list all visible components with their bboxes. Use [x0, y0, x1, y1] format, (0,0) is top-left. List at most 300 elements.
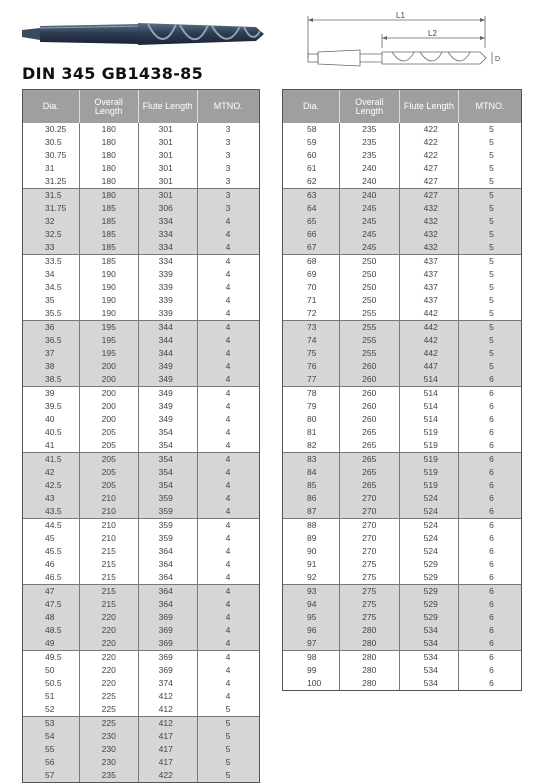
cell-mtno: 4 [225, 467, 231, 477]
table-row [283, 294, 521, 307]
cell-flute-length: 339 [139, 307, 198, 320]
cell-mtno: 4 [225, 586, 231, 596]
cell-flute-length: 534 [400, 624, 460, 637]
table-row [23, 281, 259, 294]
cell-flute-length: 344 [139, 347, 198, 360]
cell-dia: 81 [283, 426, 340, 439]
cell-flute-length: 301 [139, 123, 198, 136]
table-row [23, 677, 259, 690]
cell-flute-length: 437 [400, 255, 460, 268]
cell-dia: 40.5 [23, 426, 80, 439]
cell-overall-length: 205 [80, 453, 139, 466]
table-row [23, 611, 259, 624]
cell-dia: 63 [283, 189, 340, 202]
cell-flute-length: 417 [139, 730, 198, 743]
table-row [283, 347, 521, 360]
cell-flute-length: 524 [400, 532, 460, 545]
cell-mtno: 6 [489, 572, 494, 582]
table-row [23, 162, 259, 175]
table-row [283, 281, 521, 294]
cell-mtno: 4 [225, 520, 231, 530]
table-row [283, 598, 521, 611]
cell-dia: 97 [283, 637, 340, 650]
l2-label: L2 [428, 29, 437, 38]
cell-dia: 44.5 [23, 519, 80, 532]
cell-overall-length: 235 [340, 136, 400, 149]
cell-flute-length: 359 [139, 532, 198, 545]
cell-overall-length: 180 [80, 162, 139, 175]
cell-flute-length: 344 [139, 321, 198, 334]
cell-overall-length: 235 [340, 123, 400, 136]
cell-overall-length: 265 [340, 426, 400, 439]
cell-dia: 33.5 [23, 255, 80, 268]
cell-overall-length: 240 [340, 162, 400, 175]
cell-mtno: 6 [489, 599, 494, 609]
cell-mtno: 6 [489, 586, 494, 596]
cell-overall-length: 245 [340, 228, 400, 241]
cell-mtno: 4 [225, 533, 231, 543]
cell-overall-length: 200 [80, 387, 139, 400]
cell-mtno: 6 [489, 506, 494, 516]
table-row [283, 413, 521, 426]
cell-dia: 70 [283, 281, 340, 294]
cell-mtno: 4 [225, 335, 231, 345]
table-row [283, 400, 521, 413]
table-row [283, 307, 521, 320]
cell-flute-length: 442 [400, 347, 460, 360]
table-row [23, 426, 259, 439]
cell-overall-length: 185 [80, 255, 139, 268]
cell-mtno: 4 [225, 678, 231, 688]
table-row [283, 215, 521, 228]
cell-mtno: 6 [489, 520, 494, 530]
cell-flute-length: 369 [139, 651, 198, 664]
table-row [23, 136, 259, 149]
cell-flute-length: 349 [139, 360, 198, 373]
cell-mtno: 4 [225, 414, 231, 424]
table-row [283, 532, 521, 545]
cell-dia: 36.5 [23, 334, 80, 347]
cell-dia: 91 [283, 558, 340, 571]
cell-dia: 46.5 [23, 571, 80, 584]
cell-overall-length: 220 [80, 637, 139, 650]
cell-overall-length: 200 [80, 373, 139, 386]
cell-overall-length: 280 [340, 637, 400, 650]
table-row [23, 756, 259, 769]
cell-overall-length: 225 [80, 717, 139, 730]
cell-overall-length: 200 [80, 400, 139, 413]
table-row [283, 439, 521, 452]
cell-dia: 48.5 [23, 624, 80, 637]
cell-overall-length: 250 [340, 255, 400, 268]
cell-overall-length: 275 [340, 571, 400, 584]
cell-mtno: 4 [225, 308, 231, 318]
table-row [23, 571, 259, 584]
cell-overall-length: 180 [80, 189, 139, 202]
table-header [283, 90, 521, 123]
cell-dia: 54 [23, 730, 80, 743]
cell-overall-length: 190 [80, 268, 139, 281]
table-row [283, 162, 521, 175]
cell-dia: 47.5 [23, 598, 80, 611]
cell-flute-length: 412 [139, 703, 198, 716]
cell-mtno: 4 [225, 493, 231, 503]
cell-flute-length: 412 [139, 717, 198, 730]
cell-overall-length: 195 [80, 321, 139, 334]
cell-dia: 99 [283, 664, 340, 677]
cell-flute-length: 354 [139, 479, 198, 492]
table-row [283, 624, 521, 637]
cell-dia: 50.5 [23, 677, 80, 690]
cell-overall-length: 185 [80, 202, 139, 215]
cell-overall-length: 275 [340, 585, 400, 598]
table-row [283, 175, 521, 188]
header-flute-length: Flute Length [400, 90, 460, 123]
cell-flute-length: 529 [400, 585, 460, 598]
cell-dia: 31.5 [23, 189, 80, 202]
cell-dia: 83 [283, 453, 340, 466]
cell-dia: 30.75 [23, 149, 80, 162]
cell-dia: 66 [283, 228, 340, 241]
cell-mtno: 4 [225, 506, 231, 516]
cell-flute-length: 339 [139, 281, 198, 294]
cell-dia: 37 [23, 347, 80, 360]
dimension-diagram [300, 8, 505, 74]
cell-flute-length: 524 [400, 492, 460, 505]
cell-mtno: 4 [225, 612, 231, 622]
cell-flute-length: 432 [400, 228, 460, 241]
table-row [23, 532, 259, 545]
table-row [283, 373, 521, 386]
cell-flute-length: 349 [139, 400, 198, 413]
cell-flute-length: 514 [400, 413, 460, 426]
table-row [23, 452, 259, 466]
table-row [283, 254, 521, 268]
cell-dia: 90 [283, 545, 340, 558]
cell-flute-length: 427 [400, 189, 460, 202]
cell-mtno: 6 [489, 652, 494, 662]
cell-overall-length: 275 [340, 611, 400, 624]
header-overall-length: Overall Length [340, 90, 400, 123]
cell-mtno: 5 [489, 190, 494, 200]
table-body [23, 123, 259, 782]
cell-dia: 98 [283, 651, 340, 664]
cell-flute-length: 417 [139, 743, 198, 756]
cell-overall-length: 215 [80, 598, 139, 611]
cell-dia: 31.75 [23, 202, 80, 215]
table-row [283, 677, 521, 690]
cell-overall-length: 260 [340, 373, 400, 386]
table-row [283, 584, 521, 598]
table-row [23, 386, 259, 400]
cell-mtno: 5 [489, 361, 494, 371]
cell-dia: 49 [23, 637, 80, 650]
cell-mtno: 6 [489, 625, 494, 635]
table-row [23, 320, 259, 334]
cell-flute-length: 524 [400, 505, 460, 518]
cell-dia: 38.5 [23, 373, 80, 386]
cell-overall-length: 230 [80, 743, 139, 756]
cell-mtno: 5 [489, 256, 494, 266]
table-row [283, 202, 521, 215]
table-row [23, 730, 259, 743]
cell-overall-length: 210 [80, 519, 139, 532]
cell-flute-length: 529 [400, 571, 460, 584]
cell-mtno: 5 [489, 203, 494, 213]
cell-mtno: 4 [225, 572, 231, 582]
table-row [23, 334, 259, 347]
cell-overall-length: 230 [80, 756, 139, 769]
cell-overall-length: 205 [80, 439, 139, 452]
cell-dia: 85 [283, 479, 340, 492]
cell-overall-length: 190 [80, 307, 139, 320]
cell-mtno: 6 [489, 559, 494, 569]
cell-mtno: 4 [225, 348, 231, 358]
cell-overall-length: 225 [80, 703, 139, 716]
cell-overall-length: 260 [340, 413, 400, 426]
cell-dia: 60 [283, 149, 340, 162]
table-row [23, 492, 259, 505]
cell-dia: 45.5 [23, 545, 80, 558]
cell-mtno: 5 [225, 718, 231, 728]
cell-flute-length: 364 [139, 598, 198, 611]
cell-mtno: 5 [489, 176, 494, 186]
table-row [23, 716, 259, 730]
cell-dia: 82 [283, 439, 340, 452]
table-body [283, 123, 521, 690]
cell-overall-length: 245 [340, 241, 400, 254]
cell-dia: 67 [283, 241, 340, 254]
cell-mtno: 6 [489, 533, 494, 543]
table-header [23, 90, 259, 123]
cell-dia: 84 [283, 466, 340, 479]
table-row [23, 175, 259, 188]
cell-dia: 49.5 [23, 651, 80, 664]
cell-flute-length: 301 [139, 175, 198, 188]
cell-flute-length: 447 [400, 360, 460, 373]
cell-dia: 96 [283, 624, 340, 637]
cell-dia: 75 [283, 347, 340, 360]
cell-overall-length: 205 [80, 426, 139, 439]
table-row [23, 149, 259, 162]
cell-mtno: 5 [489, 308, 494, 318]
cell-flute-length: 334 [139, 241, 198, 254]
cell-flute-length: 524 [400, 519, 460, 532]
table-row [23, 743, 259, 756]
cell-overall-length: 270 [340, 519, 400, 532]
cell-dia: 76 [283, 360, 340, 373]
cell-flute-length: 359 [139, 492, 198, 505]
cell-dia: 43.5 [23, 505, 80, 518]
table-row [23, 637, 259, 650]
cell-overall-length: 245 [340, 215, 400, 228]
cell-dia: 95 [283, 611, 340, 624]
cell-flute-length: 364 [139, 558, 198, 571]
cell-mtno: 6 [489, 678, 494, 688]
cell-dia: 48 [23, 611, 80, 624]
cell-dia: 88 [283, 519, 340, 532]
cell-overall-length: 200 [80, 360, 139, 373]
d-label: D [495, 56, 501, 63]
cell-mtno: 4 [225, 665, 231, 675]
cell-flute-length: 524 [400, 545, 460, 558]
cell-overall-length: 210 [80, 532, 139, 545]
cell-flute-length: 301 [139, 162, 198, 175]
cell-dia: 31 [23, 162, 80, 175]
cell-flute-length: 529 [400, 598, 460, 611]
cell-flute-length: 437 [400, 268, 460, 281]
cell-overall-length: 280 [340, 651, 400, 664]
cell-overall-length: 280 [340, 624, 400, 637]
cell-dia: 32 [23, 215, 80, 228]
cell-flute-length: 369 [139, 664, 198, 677]
cell-overall-length: 240 [340, 175, 400, 188]
cell-mtno: 5 [489, 137, 494, 147]
cell-flute-length: 412 [139, 690, 198, 703]
cell-flute-length: 514 [400, 387, 460, 400]
cell-overall-length: 235 [80, 769, 139, 782]
cell-dia: 31.25 [23, 175, 80, 188]
cell-flute-length: 432 [400, 202, 460, 215]
cell-flute-length: 534 [400, 651, 460, 664]
cell-dia: 35 [23, 294, 80, 307]
table-row [283, 426, 521, 439]
cell-dia: 40 [23, 413, 80, 426]
table-row [283, 650, 521, 664]
cell-mtno: 4 [225, 374, 231, 384]
cell-mtno: 6 [489, 665, 494, 675]
table-row [23, 202, 259, 215]
cell-overall-length: 270 [340, 545, 400, 558]
cell-dia: 89 [283, 532, 340, 545]
cell-mtno: 4 [225, 599, 231, 609]
cell-mtno: 4 [225, 401, 231, 411]
table-row [23, 307, 259, 320]
table-row [283, 149, 521, 162]
cell-flute-length: 339 [139, 294, 198, 307]
cell-overall-length: 220 [80, 624, 139, 637]
cell-mtno: 6 [489, 414, 494, 424]
cell-mtno: 4 [225, 546, 231, 556]
cell-flute-length: 364 [139, 585, 198, 598]
cell-mtno: 4 [225, 216, 231, 226]
cell-overall-length: 215 [80, 545, 139, 558]
cell-dia: 41.5 [23, 453, 80, 466]
header-dia: Dia. [283, 90, 340, 123]
cell-overall-length: 235 [340, 149, 400, 162]
cell-overall-length: 220 [80, 651, 139, 664]
cell-overall-length: 265 [340, 466, 400, 479]
cell-dia: 50 [23, 664, 80, 677]
table-row [23, 518, 259, 532]
cell-flute-length: 301 [139, 189, 198, 202]
cell-dia: 74 [283, 334, 340, 347]
cell-dia: 42 [23, 466, 80, 479]
table-row [283, 228, 521, 241]
cell-flute-length: 369 [139, 611, 198, 624]
cell-flute-length: 534 [400, 637, 460, 650]
table-row [283, 611, 521, 624]
table-row [283, 492, 521, 505]
cell-flute-length: 529 [400, 611, 460, 624]
table-row [23, 268, 259, 281]
cell-dia: 100 [283, 677, 340, 690]
cell-mtno: 6 [489, 546, 494, 556]
cell-dia: 39.5 [23, 400, 80, 413]
cell-overall-length: 180 [80, 175, 139, 188]
cell-dia: 72 [283, 307, 340, 320]
cell-overall-length: 275 [340, 558, 400, 571]
cell-flute-length: 519 [400, 439, 460, 452]
cell-overall-length: 220 [80, 664, 139, 677]
cell-mtno: 6 [489, 467, 494, 477]
cell-flute-length: 417 [139, 756, 198, 769]
cell-dia: 47 [23, 585, 80, 598]
cell-flute-length: 339 [139, 268, 198, 281]
cell-overall-length: 265 [340, 439, 400, 452]
table-row [23, 624, 259, 637]
cell-mtno: 5 [489, 150, 494, 160]
cell-dia: 41 [23, 439, 80, 452]
cell-mtno: 5 [489, 348, 494, 358]
cell-dia: 68 [283, 255, 340, 268]
cell-overall-length: 255 [340, 347, 400, 360]
cell-dia: 55 [23, 743, 80, 756]
cell-flute-length: 374 [139, 677, 198, 690]
table-row [23, 360, 259, 373]
cell-mtno: 3 [225, 137, 231, 147]
cell-overall-length: 280 [340, 664, 400, 677]
cell-mtno: 6 [489, 480, 494, 490]
cell-mtno: 4 [225, 229, 231, 239]
cell-mtno: 3 [225, 203, 231, 213]
cell-overall-length: 255 [340, 334, 400, 347]
cell-overall-length: 255 [340, 307, 400, 320]
cell-overall-length: 245 [340, 202, 400, 215]
cell-dia: 62 [283, 175, 340, 188]
header-mtno: MTNO. [475, 101, 505, 111]
table-row [23, 294, 259, 307]
table-row [23, 400, 259, 413]
cell-dia: 45 [23, 532, 80, 545]
cell-mtno: 5 [225, 731, 231, 741]
table-row [23, 505, 259, 518]
cell-flute-length: 422 [400, 123, 460, 136]
cell-mtno: 5 [225, 757, 231, 767]
cell-overall-length: 260 [340, 400, 400, 413]
table-row [283, 320, 521, 334]
cell-mtno: 5 [489, 295, 494, 305]
cell-flute-length: 349 [139, 373, 198, 386]
cell-flute-length: 519 [400, 453, 460, 466]
cell-mtno: 4 [225, 638, 231, 648]
cell-mtno: 5 [489, 269, 494, 279]
cell-dia: 52 [23, 703, 80, 716]
cell-overall-length: 220 [80, 611, 139, 624]
table-row [283, 558, 521, 571]
cell-mtno: 4 [225, 440, 231, 450]
table-row [23, 123, 259, 136]
cell-flute-length: 422 [400, 149, 460, 162]
cell-mtno: 6 [489, 638, 494, 648]
cell-flute-length: 359 [139, 519, 198, 532]
cell-overall-length: 275 [340, 598, 400, 611]
cell-overall-length: 180 [80, 149, 139, 162]
cell-flute-length: 437 [400, 294, 460, 307]
cell-dia: 38 [23, 360, 80, 373]
cell-mtno: 5 [225, 704, 231, 714]
cell-mtno: 4 [225, 652, 231, 662]
